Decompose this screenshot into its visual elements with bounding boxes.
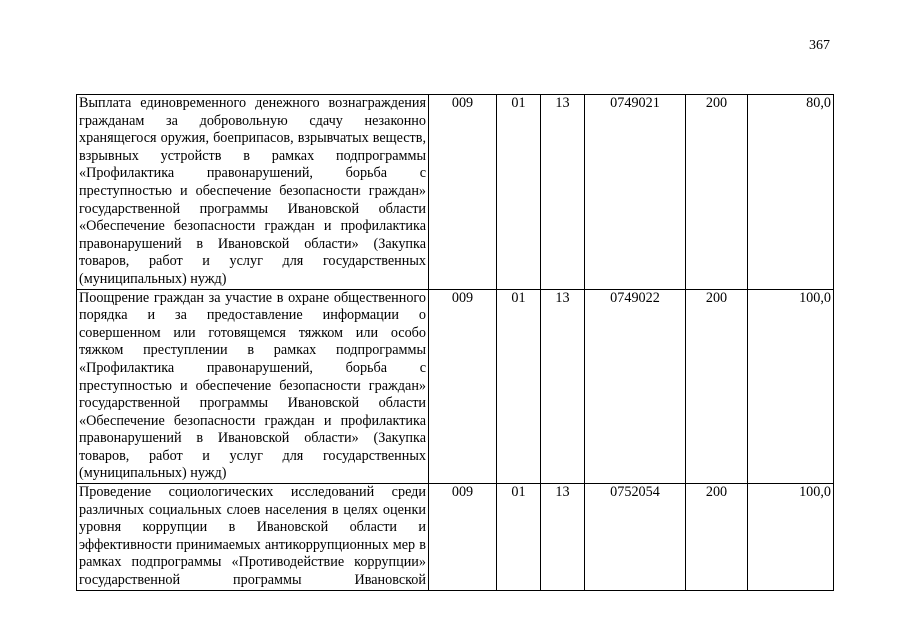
table-row [77, 95, 834, 290]
section-code: 01 [497, 484, 541, 591]
budget-table [76, 94, 834, 591]
amount-value: 100,0 [748, 289, 834, 484]
row-description: Поощрение граждан за участие в охране общественного порядка и за предоставление информации о совершенном или готовящемся тяжком или особо тяжком преступлении в рамках подпрограммы «Профилактика правонарушений, борьба с преступностью и обеспечение безопасности граждан» государственной программы Ивановской области «Обеспечение безопасности граждан и профилактика правонарушений в Ивановской области» (Закупка товаров, работ и услуг для государственных (муниципальных) нужд) [77, 289, 429, 484]
expense-type-code: 200 [686, 484, 748, 591]
subsection-code: 13 [541, 289, 585, 484]
target-article-code: 0749021 [585, 95, 686, 290]
page-number: 367 [809, 38, 830, 53]
expense-type-code: 200 [686, 95, 748, 290]
target-article-code: 0752054 [585, 484, 686, 591]
expense-type-code: 200 [686, 289, 748, 484]
table-row [77, 289, 834, 484]
ministry-code: 009 [429, 289, 497, 484]
row-description: Выплата единовременного денежного вознаграждения гражданам за добровольную сдачу незаконно хранящегося оружия, боеприпасов, взрывчатых веществ, взрывных устройств в рамках подпрограммы «Профилактика правонарушений, борьба с преступностью и обеспечение безопасности граждан» государственной программы Ивановской области «Обеспечение безопасности граждан и профилактика правонарушений в Ивановской области» (Закупка товаров, работ и услуг для государственных (муниципальных) нужд) [77, 95, 429, 290]
amount-value: 100,0 [748, 484, 834, 591]
table-row [77, 484, 834, 591]
subsection-code: 13 [541, 95, 585, 290]
ministry-code: 009 [429, 95, 497, 290]
row-description: Проведение социологических исследований среди различных социальных слоев населения в целях оценки уровня коррупции в Ивановской области и эффективности принимаемых антикоррупционных мер в рамках подпрограммы «Противодействие коррупции» государственной программы Ивановской [77, 484, 429, 591]
target-article-code: 0749022 [585, 289, 686, 484]
subsection-code: 13 [541, 484, 585, 591]
section-code: 01 [497, 289, 541, 484]
section-code: 01 [497, 95, 541, 290]
ministry-code: 009 [429, 484, 497, 591]
amount-value: 80,0 [748, 95, 834, 290]
